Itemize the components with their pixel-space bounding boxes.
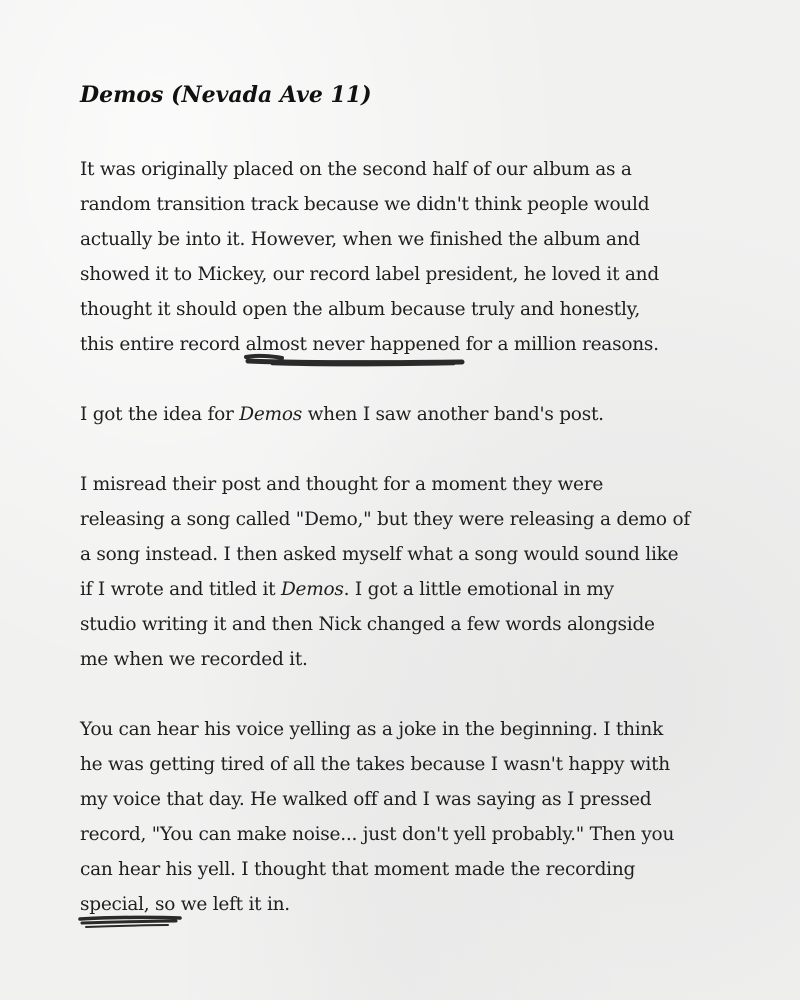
- p1-line-4: showed it to Mickey, our record label president, he loved it and: [80, 264, 659, 285]
- underlined-phrase: [246, 327, 460, 362]
- p4-line-6: [80, 887, 740, 922]
- p1-line-1: It was originally placed on the second half of our album as a: [80, 159, 632, 180]
- p3-line-5: studio writing it and then Nick changed a few words alongside: [80, 614, 655, 635]
- marker-underline-1: [242, 351, 472, 371]
- paragraph-3: [80, 467, 740, 677]
- p2-line-1-start: I got the idea for: [80, 404, 240, 425]
- p1-line-6-end: for a million reasons.: [460, 334, 659, 355]
- p1-line-2: random transition track because we didn't think people would: [80, 194, 650, 215]
- p2-line-1: [80, 397, 740, 432]
- p1-line-6-start: this entire record: [80, 334, 246, 355]
- p1-line-6: [80, 327, 740, 362]
- underlined-word: [80, 887, 149, 922]
- p4-line-6-end: so we left it in.: [149, 894, 290, 915]
- p4-line-5: can hear his yell. I thought that moment made the recording: [80, 859, 636, 880]
- underlined-phrase-text: almost never happened: [245, 334, 461, 355]
- p4-line-2: he was getting tired of all the takes because I wasn't happy with: [80, 754, 670, 775]
- paragraph-4: [80, 712, 740, 922]
- p3-line-4-start: if I wrote and titled it: [80, 579, 281, 600]
- p3-line-1: I misread their post and thought for a moment they were: [80, 474, 604, 495]
- p3-line-4: [80, 572, 740, 607]
- paragraph-1: [80, 152, 740, 362]
- underlined-word-text: special,: [80, 894, 150, 915]
- p3-line-6: me when we recorded it.: [80, 649, 308, 670]
- p3-line-2: releasing a song called "Demo," but they were releasing a demo of: [80, 509, 690, 530]
- p3-line-4-end: . I got a little emotional in my: [343, 579, 614, 600]
- document-title: Demos (Nevada Ave 11): [80, 82, 372, 108]
- p4-line-4: record, "You can make noise... just don't yell probably." Then you: [80, 824, 675, 845]
- song-title-demos-2: Demos: [280, 579, 344, 600]
- paragraph-2: [80, 397, 740, 432]
- song-title-demos: Demos: [239, 404, 302, 425]
- p4-line-3: my voice that day. He walked off and I was saying as I pressed: [80, 789, 652, 810]
- p3-line-3: a song instead. I then asked myself what a song would sound like: [80, 544, 679, 565]
- p1-line-5: thought it should open the album because truly and honestly,: [80, 299, 640, 320]
- p1-line-3: actually be into it. However, when we finished the album and: [80, 229, 640, 250]
- p4-line-1: You can hear his voice yelling as a joke in the beginning. I think: [80, 719, 664, 740]
- document-body: [80, 78, 740, 957]
- p2-line-1-end: when I saw another band's post.: [301, 404, 604, 425]
- marker-underline-2: [76, 911, 186, 931]
